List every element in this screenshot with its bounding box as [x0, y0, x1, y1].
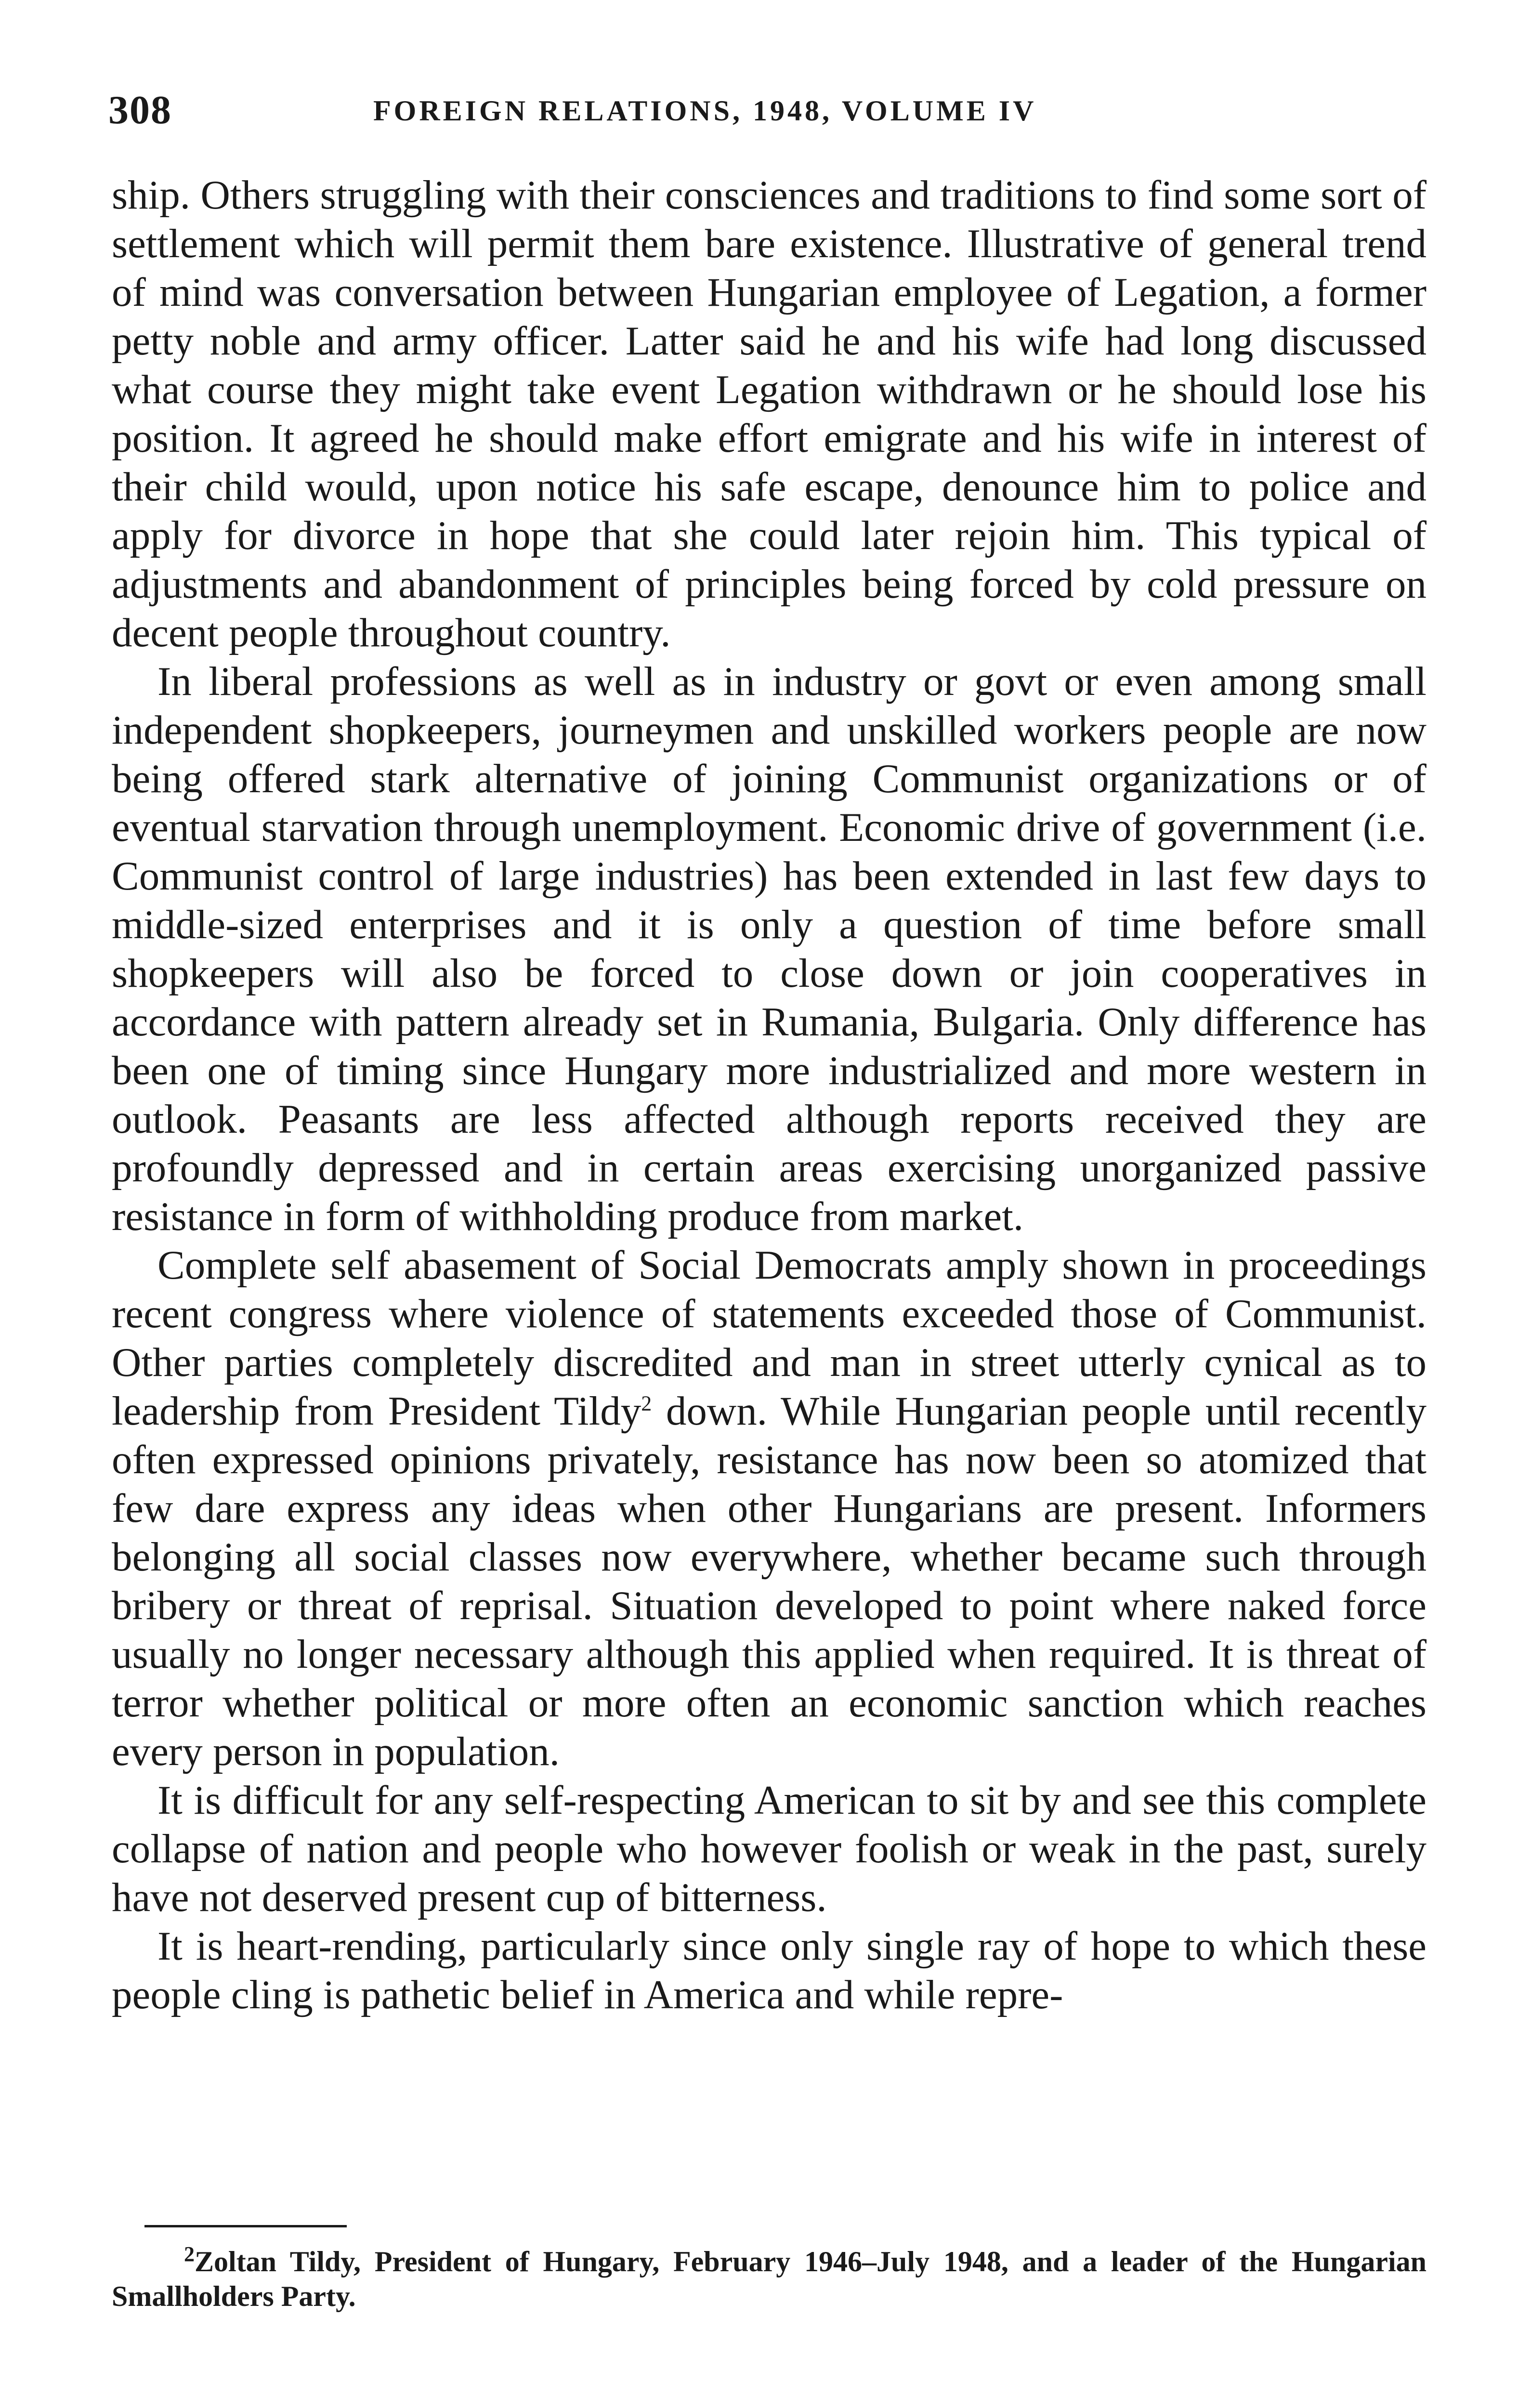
paragraph-text-after-note: down. While Hungarian people until recently often expressed opinions privately, resistance has now been so atomized that few dare express any ideas when other Hungarians are present. Informers belonging all social classes now everywhere, whether became such through bribery or threat of reprisal. Situation developed to point where naked force usually no longer necessary although this applied when required. It is threat of terror whether political or more often an economic sanction which reaches every person in population.: [112, 1388, 1427, 1774]
paragraph-liberal-professions: In liberal professions as well as in industry or govt or even among small independent shopkeepers, journeymen and unskilled workers people are now being offered stark alternative of joining Communist organizations or of eventual starvation through unemployment. Economic drive of government (i.e. Communist control of large industries) has been extended in last few days to middle-sized enterprises and it is only a question of time before small shopkeepers will also be forced to close down or join cooperatives in accordance with pattern already set in Rumania, Bulgaria. Only difference has been one of timing since Hungary more industrialized and more western in outlook. Peasants are less affected although reports received they are profoundly depressed and in certain areas exercising unorganized passive resistance in form of withholding produce from market.: [112, 659, 1426, 1239]
footnote-reference: 2: [641, 1391, 652, 1415]
footnote: [112, 2244, 1426, 2314]
page-number: 308: [108, 88, 172, 132]
footnote-text: Zoltan Tildy, President of Hungary, February 1946–July 1948, and a leader of the Hungarian Smallholders Party.: [112, 2246, 1426, 2312]
paragraph-social-democrats: [112, 1241, 1426, 1776]
paragraph-american-view: It is difficult for any self-respecting American to sit by and see this complete collapse of nation and people who however foolish or weak in the past, surely have not deserved present cup of bitterness.: [112, 1778, 1426, 1920]
footnote-divider: [144, 2225, 347, 2227]
body-text: [112, 171, 1426, 2019]
running-title: FOREIGN RELATIONS, 1948, VOLUME IV: [373, 95, 1037, 127]
paragraph-heart-rending: It is heart-rending, particularly since only single ray of hope to which these people cling is pathetic belief in America and while repre-: [112, 1924, 1426, 2017]
footnote-marker: 2: [184, 2242, 195, 2266]
running-head: [108, 87, 1428, 140]
paragraph-continuation: ship. Others struggling with their consciences and traditions to find some sort of settlement which will permit them bare existence. Illustrative of general trend of mind was conversation between Hungarian employee of Legation, a former petty noble and army officer. Latter said he and his wife had long discussed what course they might take event Legation withdrawn or he should lose his position. It agreed he should make effort emigrate and his wife in interest of their child would, upon notice his safe escape, denounce him to police and apply for divorce in hope that she could later rejoin him. This typical of adjustments and abandonment of principles being forced by cold pressure on decent people throughout country.: [112, 172, 1426, 655]
paragraph-text-before-note: Complete self abasement of Social Democrats amply shown in proceedings recent congress where violence of statements exceeded those of Communist. Other parties completely discredited and man in street utterly cynical as to leadership from President Tildy: [112, 1243, 1426, 1434]
